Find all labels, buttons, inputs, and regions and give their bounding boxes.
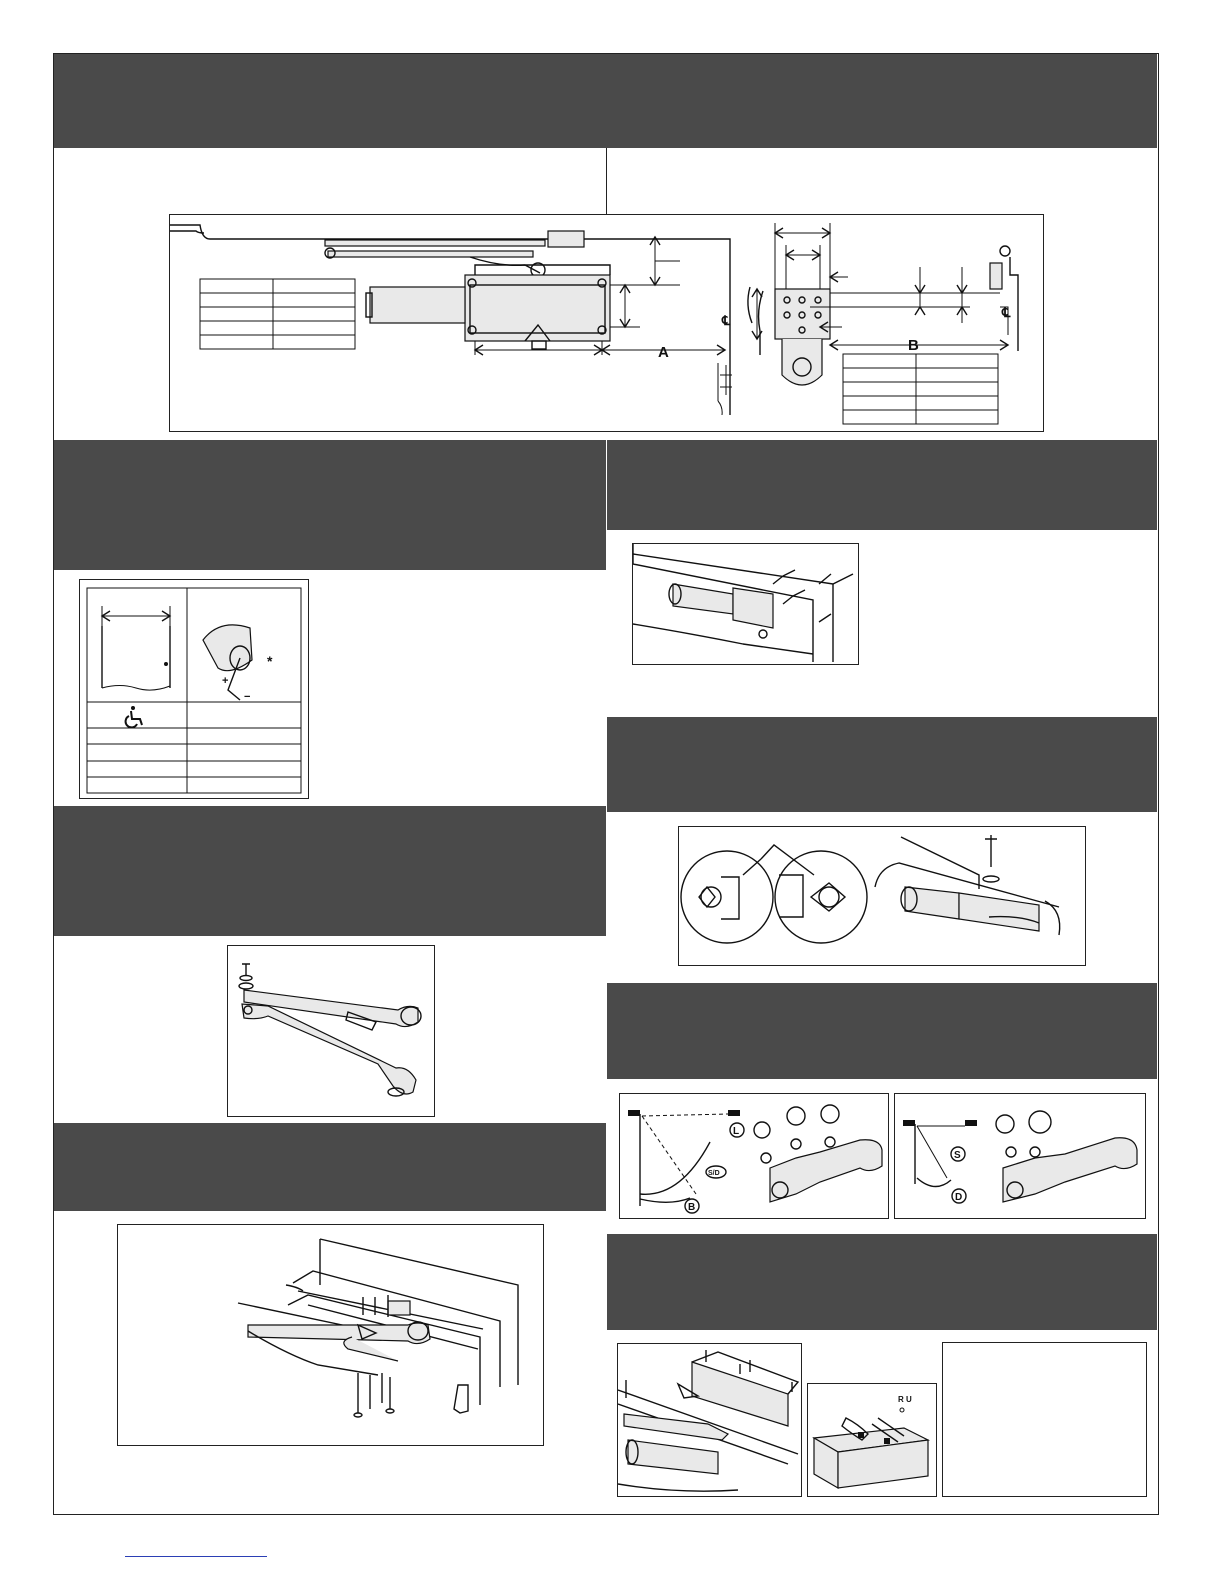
valve-orientation-figure (678, 826, 1086, 966)
dimension-table-right (843, 354, 998, 424)
centerline-label-b: ℄ (1002, 305, 1011, 320)
step-band-right-3 (607, 983, 1157, 1079)
plus-sign: + (222, 675, 229, 687)
frame-mount-figure (117, 1224, 544, 1446)
dimension-table-left (200, 279, 355, 349)
arm-assembly-figure (227, 945, 435, 1117)
closer-mount-figure (632, 543, 859, 665)
header-band (54, 54, 1157, 148)
valve-adjust-figure-right (894, 1093, 1146, 1219)
cover-install-figure (617, 1343, 802, 1497)
valve-sd-label: S/D (708, 1170, 720, 1177)
pliers-marks: R U (898, 1395, 912, 1404)
minus-sign: − (244, 691, 251, 703)
step-band-right-4 (607, 1234, 1157, 1330)
step-band-right-1 (607, 440, 1157, 530)
dimension-diagram (169, 214, 1044, 432)
dim-a-label: A (658, 344, 669, 361)
valve-d-label: D (955, 1192, 963, 1203)
footer-link[interactable] (125, 1556, 267, 1557)
step-band-left-1 (54, 440, 606, 570)
valve-adjust-figure-left (619, 1093, 889, 1219)
spring-size-table (79, 579, 309, 799)
cover-cutout-figure (807, 1383, 937, 1497)
valve-b-label: B (688, 1202, 696, 1213)
dim-b-label: B (908, 337, 919, 354)
step-band-left-2 (54, 806, 606, 936)
asterisk-note: * (267, 653, 273, 669)
step-band-right-2 (607, 717, 1157, 812)
centerline-label-a: ℄ (722, 313, 731, 328)
top-divider (606, 148, 607, 214)
cover-notes-box (942, 1342, 1147, 1497)
wheelchair-icon (126, 706, 142, 727)
valve-l-label: L (733, 1126, 740, 1137)
step-band-left-3 (54, 1123, 606, 1211)
valve-s-label: S (954, 1150, 961, 1161)
